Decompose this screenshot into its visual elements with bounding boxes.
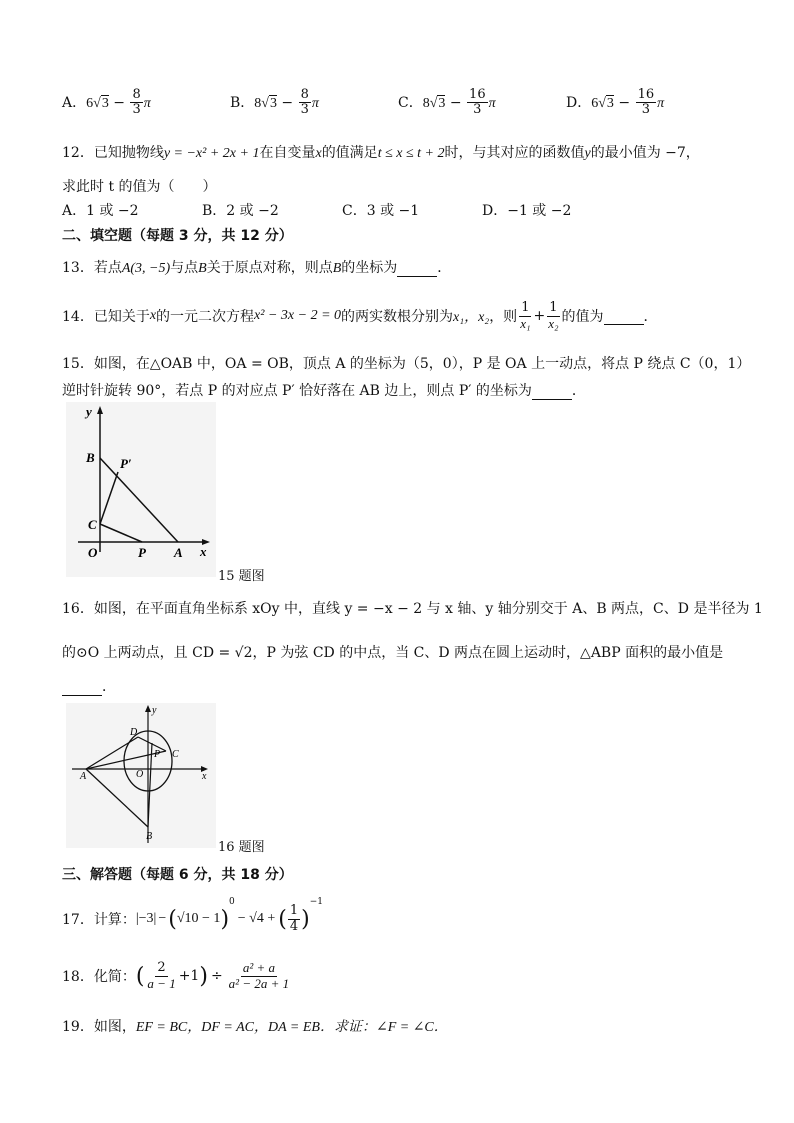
label-a: A — [80, 771, 87, 782]
q12-option-b[interactable]: B．2 或 −2 — [202, 203, 279, 219]
label-y: y — [86, 404, 92, 419]
q16-line2: 的⊙O 上两动点，且 CD = √2，P 为弦 CD 的中点，当 C、D 两点在圆上运动时，△ABP 面积的最小值是 — [62, 645, 724, 661]
q11-option-a[interactable]: A．6√3 − $\frac{8}{3}$ π — [62, 87, 151, 118]
figure-16-caption: 16 题图 — [218, 840, 265, 855]
q16-line3: ． — [62, 676, 116, 696]
label-p-prime: P′ — [120, 456, 132, 471]
label-p: P — [154, 749, 161, 760]
label-x: x — [202, 771, 207, 782]
label-c: C — [88, 517, 97, 532]
label-x: x — [200, 544, 207, 559]
figure-15 — [66, 402, 216, 577]
figure-15-diagram — [66, 402, 216, 577]
section-3-heading: 三、解答题（每题 6 分，共 18 分） — [62, 867, 293, 883]
segment-ad — [86, 737, 138, 769]
q12-line1: 12．已知抛物线y = −x² + 2x + 1在自变量x的值满足t ≤ x ≤ t + 2时，与其对应的函数值y的最小值为 −7， — [62, 145, 700, 161]
q17: 17．计算： |−3| − ( √10 − 1 ) 0 − √4 + ( $\frac{1}{4}$ ) −1 — [62, 897, 323, 934]
section-2-heading: 二、填空题（每题 3 分，共 12 分） — [62, 228, 293, 244]
q12-line2: 求此时 t 的值为（ ） — [62, 179, 217, 195]
q12-option-c[interactable]: C．3 或 −1 — [342, 203, 420, 219]
q14: 14．已知关于 x 的一元二次方程 x² − 3x − 2 = 0 的两实数根分别为 x₁，x₂ ，则 $\frac{1}{\text{x₁}}$ + $\frac{1}{\text{x₂}}$ 的值为 ． — [62, 300, 658, 331]
q13-answer-blank[interactable] — [397, 260, 437, 277]
figure-15-caption: 15 题图 — [218, 569, 265, 584]
q14-answer-blank[interactable] — [604, 308, 644, 325]
segment-pb — [148, 743, 152, 827]
label-d: D — [130, 727, 138, 738]
q19: 19．如图，EF = BC，DF = AC，DA = EB．求证：∠F = ∠C． — [62, 1019, 448, 1035]
figure-16-diagram — [66, 703, 216, 848]
q11-option-c[interactable]: C．8√3 − $\frac{16}{3}$ π — [398, 87, 496, 118]
label-c: C — [172, 749, 179, 760]
y-axis-arrow — [145, 705, 151, 712]
q13: 13．若点A(3, −5)与点B关于原点对称，则点B的坐标为 ． — [62, 260, 452, 276]
y-axis-arrow — [97, 406, 103, 414]
q16-answer-blank[interactable] — [62, 679, 102, 696]
label-b: B — [86, 450, 95, 465]
label-y: y — [152, 705, 157, 716]
segment-cp — [100, 524, 142, 542]
label-b: B — [146, 831, 153, 842]
q18: 18．化简： ( $\frac{2}{a - 1}$ +1 ) ÷ $\frac{\text{a² + a}}{\text{a² − 2a + 1}}$ — [62, 960, 290, 991]
segment-cp-prime — [100, 472, 118, 524]
q12-option-d[interactable]: D．−1 或 −2 — [482, 203, 572, 219]
q15-answer-blank[interactable] — [532, 383, 572, 400]
q12-options — [62, 200, 762, 220]
figure-16 — [66, 703, 216, 848]
label-p: P — [138, 545, 146, 560]
q15-line1: 15．如图，在△OAB 中，OA = OB，顶点 A 的坐标为（5，0），P 是 OA 上一动点，将点 P 绕点 C（0，1） — [62, 356, 751, 372]
q11-option-b[interactable]: B．8√3 − $\frac{8}{3}$ π — [230, 87, 319, 118]
q16-line1: 16．如图，在平面直角坐标系 xOy 中，直线 y = −x − 2 与 x 轴、y 轴分别交于 A、B 两点，C、D 是半径为 1 — [62, 601, 763, 617]
label-a: A — [174, 545, 183, 560]
q12-option-a[interactable]: A．1 或 −2 — [62, 203, 139, 219]
q15-line2: 逆时针旋转 90°，若点 P 的对应点 P′ 恰好落在 AB 边上，则点 P′ 的坐标为 ． — [62, 383, 586, 399]
q11-options — [62, 88, 762, 128]
q11-option-d[interactable]: D．6√3 − $\frac{16}{3}$ π — [566, 87, 665, 118]
label-o: O — [88, 545, 98, 560]
label-o: O — [136, 769, 144, 780]
